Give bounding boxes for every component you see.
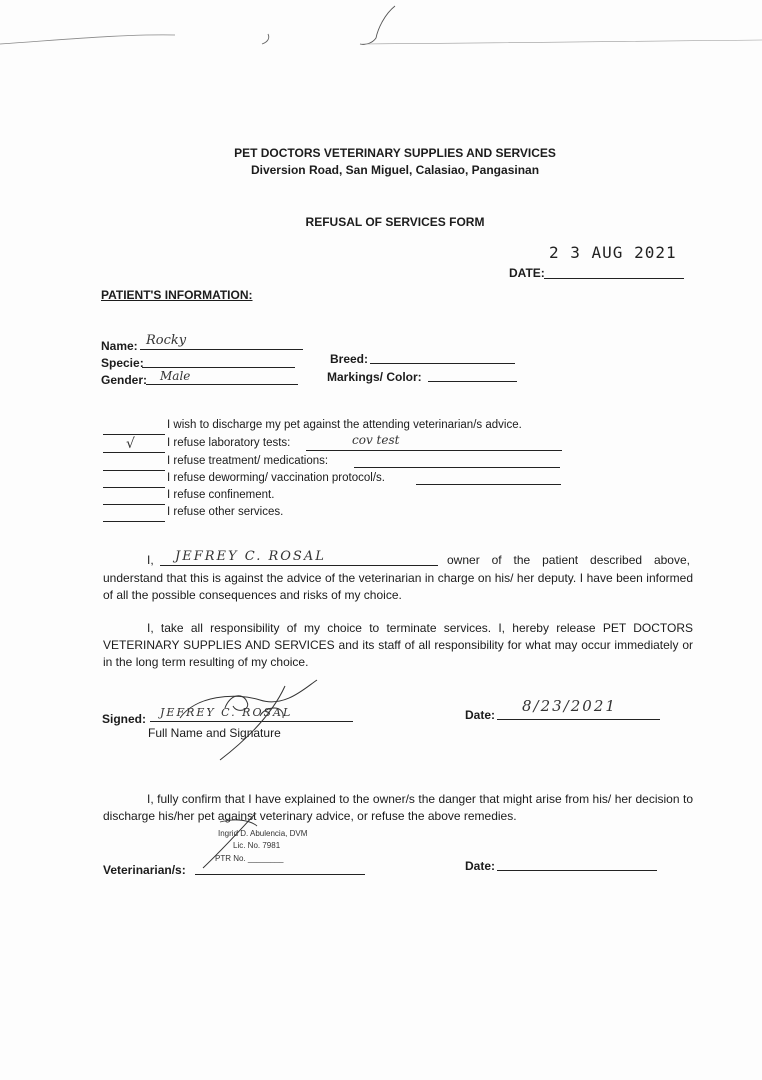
refusal-check-4[interactable] [103, 490, 165, 505]
clinic-name: PET DOCTORS VETERINARY SUPPLIES AND SERVICES [234, 146, 556, 160]
vet-date-field[interactable] [497, 856, 657, 871]
refusal-check-2[interactable] [103, 456, 165, 471]
veterinarian-label: Veterinarian/s: [103, 863, 186, 877]
specie-label: Specie: [101, 356, 144, 370]
name-label: Name: [101, 339, 138, 353]
date-label: DATE: [509, 266, 545, 280]
refusal-mark-1: √ [126, 436, 135, 452]
statement-body: understand that this is against the advice of the veterinarian in charge on his/ her deputy. I have been informed of all the possible consequences and risks of my choice. [103, 571, 693, 602]
refusal-text-0: I wish to discharge my pet against the attending veterinarian/s advice. [167, 419, 522, 431]
breed-label: Breed: [330, 352, 369, 366]
markings-label: Markings/ Color: [327, 370, 422, 384]
refusal-text-2: I refuse treatment/ medications: [167, 455, 329, 467]
signed-label: Signed: [102, 712, 146, 726]
responsibility-text: I, take all responsibility of my choice to terminate services. I, hereby release PET DOCTORS VETERINARY SUPPLIES AND SERVICES and its staff of all responsibility for what may occur immediately or in the long term resulting of my choice. [103, 621, 693, 669]
refusal-text-5: I refuse other services. [167, 506, 284, 518]
specie-field[interactable] [142, 353, 295, 368]
signature-date-value: 8/23/2021 [522, 697, 617, 715]
refusal-detail-field-1[interactable] [306, 436, 562, 451]
signature-date-label: Date: [465, 708, 496, 722]
owner-signature-scribble [165, 678, 325, 763]
signature-caption: Full Name and Signature [148, 726, 281, 740]
clinic-address: Diversion Road, San Miguel, Calasiao, Pangasinan [250, 163, 540, 177]
date-stamp: 2 3 AUG 2021 [549, 243, 677, 262]
vet-stamp-license: Lic. No. 7981 [233, 841, 281, 850]
owner-name-value: JEFREY C. ROSAL [175, 549, 326, 564]
refusal-text-4: I refuse confinement. [167, 489, 275, 501]
veterinarian-field[interactable] [195, 860, 365, 875]
statement-i-label: I, [147, 553, 154, 567]
refusal-detail-field-3[interactable] [416, 470, 561, 485]
refusal-text-3: I refuse deworming/ vaccination protocol/s. [167, 472, 385, 484]
vet-stamp-name: Ingrid D. Abulencia, DVM [218, 829, 308, 838]
statement-line1-tail: owner of the patient described above, [447, 553, 690, 567]
vet-stamp-ptr: PTR No. ________ [215, 854, 284, 863]
date-line[interactable] [544, 264, 684, 279]
gender-value: Male [160, 369, 191, 383]
refusal-check-5[interactable] [103, 507, 165, 522]
confirmation-text: I, fully confirm that I have explained to the owner/s the danger that might arise from his/ her decision to discharge his/her pet against veterinary advice, or refuse the above remedies. [103, 792, 693, 823]
vet-date-label: Date: [465, 859, 496, 873]
breed-field[interactable] [370, 349, 515, 364]
refusal-text-1: I refuse laboratory tests: [167, 437, 291, 449]
scan-artifact-marks [0, 0, 762, 60]
gender-label: Gender: [101, 373, 148, 387]
refusal-check-3[interactable] [103, 473, 165, 488]
signed-name-value: JEFREY C. ROSAL [160, 706, 293, 719]
form-title: REFUSAL OF SERVICES FORM [305, 215, 485, 229]
refusal-detail-field-2[interactable] [354, 453, 560, 468]
name-value: Rocky [146, 333, 187, 348]
refusal-check-0[interactable] [103, 420, 165, 435]
patient-section-title: PATIENT'S INFORMATION: [101, 288, 253, 302]
markings-field[interactable] [428, 367, 517, 382]
refusal-detail-1: cov test [352, 433, 400, 447]
